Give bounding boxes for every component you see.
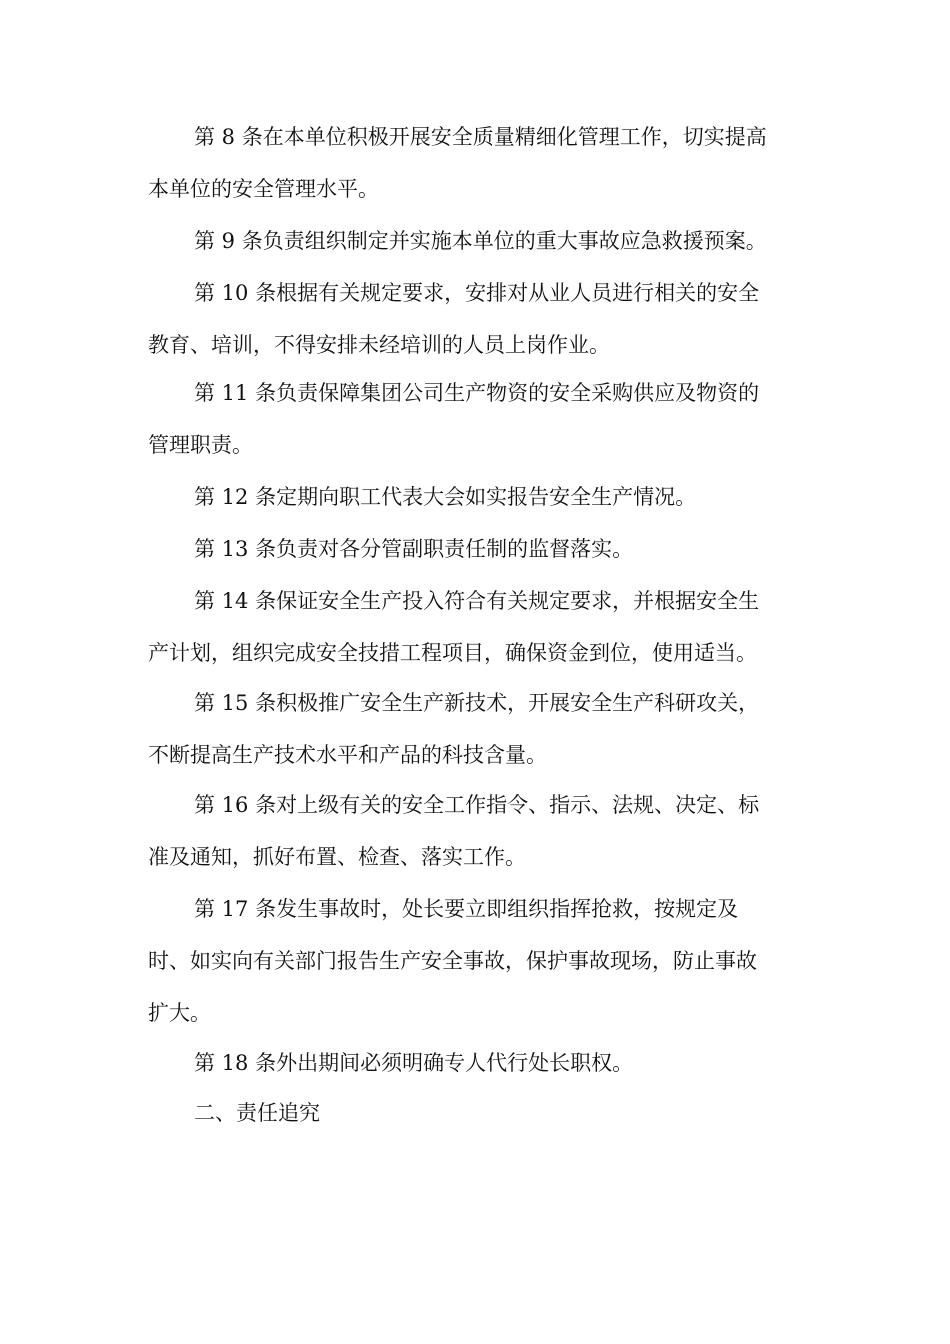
article-15-line-1: 第 15 条积极推广安全生产新技术，开展安全生产科研攻关， — [194, 691, 760, 715]
article-13 — [148, 523, 808, 575]
article-14-line-1: 第 14 条保证安全生产投入符合有关规定要求，并根据安全生 — [194, 589, 760, 613]
article-11 — [148, 367, 808, 471]
article-12-line-1: 第 12 条定期向职工代表大会如实报告安全生产情况。 — [194, 485, 697, 509]
article-8 — [148, 111, 808, 215]
article-9 — [148, 215, 808, 267]
article-17-line-1: 第 17 条发生事故时，处长要立即组织指挥抢救，按规定及 — [194, 897, 739, 921]
article-14-line-2: 产计划，组织完成安全技措工程项目，确保资金到位，使用适当。 — [148, 641, 757, 665]
article-13-line-1: 第 13 条负责对各分管副职责任制的监督落实。 — [194, 537, 634, 561]
article-9-line-1: 第 9 条负责组织制定并实施本单位的重大事故应急救援预案。 — [194, 229, 767, 253]
article-15-line-2: 不断提高生产技术水平和产品的科技含量。 — [148, 743, 547, 767]
section-heading-text: 二、责任追究 — [194, 1101, 320, 1125]
article-17-line-2: 时、如实向有关部门报告生产安全事故，保护事故现场，防止事故 — [148, 949, 757, 973]
article-11-line-1: 第 11 条负责保障集团公司生产物资的安全采购供应及物资的 — [194, 381, 760, 405]
article-18-line-1: 第 18 条外出期间必须明确专人代行处长职权。 — [194, 1051, 634, 1075]
article-16-line-1: 第 16 条对上级有关的安全工作指令、指示、法规、决定、标 — [194, 793, 760, 817]
article-14 — [148, 575, 808, 679]
article-15 — [148, 677, 808, 781]
section-heading-responsibility — [148, 1087, 808, 1139]
article-10-line-2: 教育、培训，不得安排未经培训的人员上岗作业。 — [148, 333, 610, 357]
article-18 — [148, 1037, 808, 1089]
article-8-line-1: 第 8 条在本单位积极开展安全质量精细化管理工作，切实提高 — [194, 125, 767, 149]
article-17 — [148, 883, 808, 1039]
article-12 — [148, 471, 808, 523]
article-10 — [148, 267, 808, 371]
article-16-line-2: 准及通知，抓好布置、检查、落实工作。 — [148, 845, 526, 869]
article-16 — [148, 779, 808, 883]
article-10-line-1: 第 10 条根据有关规定要求，安排对从业人员进行相关的安全 — [194, 281, 760, 305]
article-8-line-2: 本单位的安全管理水平。 — [148, 177, 379, 201]
article-11-line-2: 管理职责。 — [148, 433, 253, 457]
article-17-line-3: 扩大。 — [148, 1001, 211, 1025]
